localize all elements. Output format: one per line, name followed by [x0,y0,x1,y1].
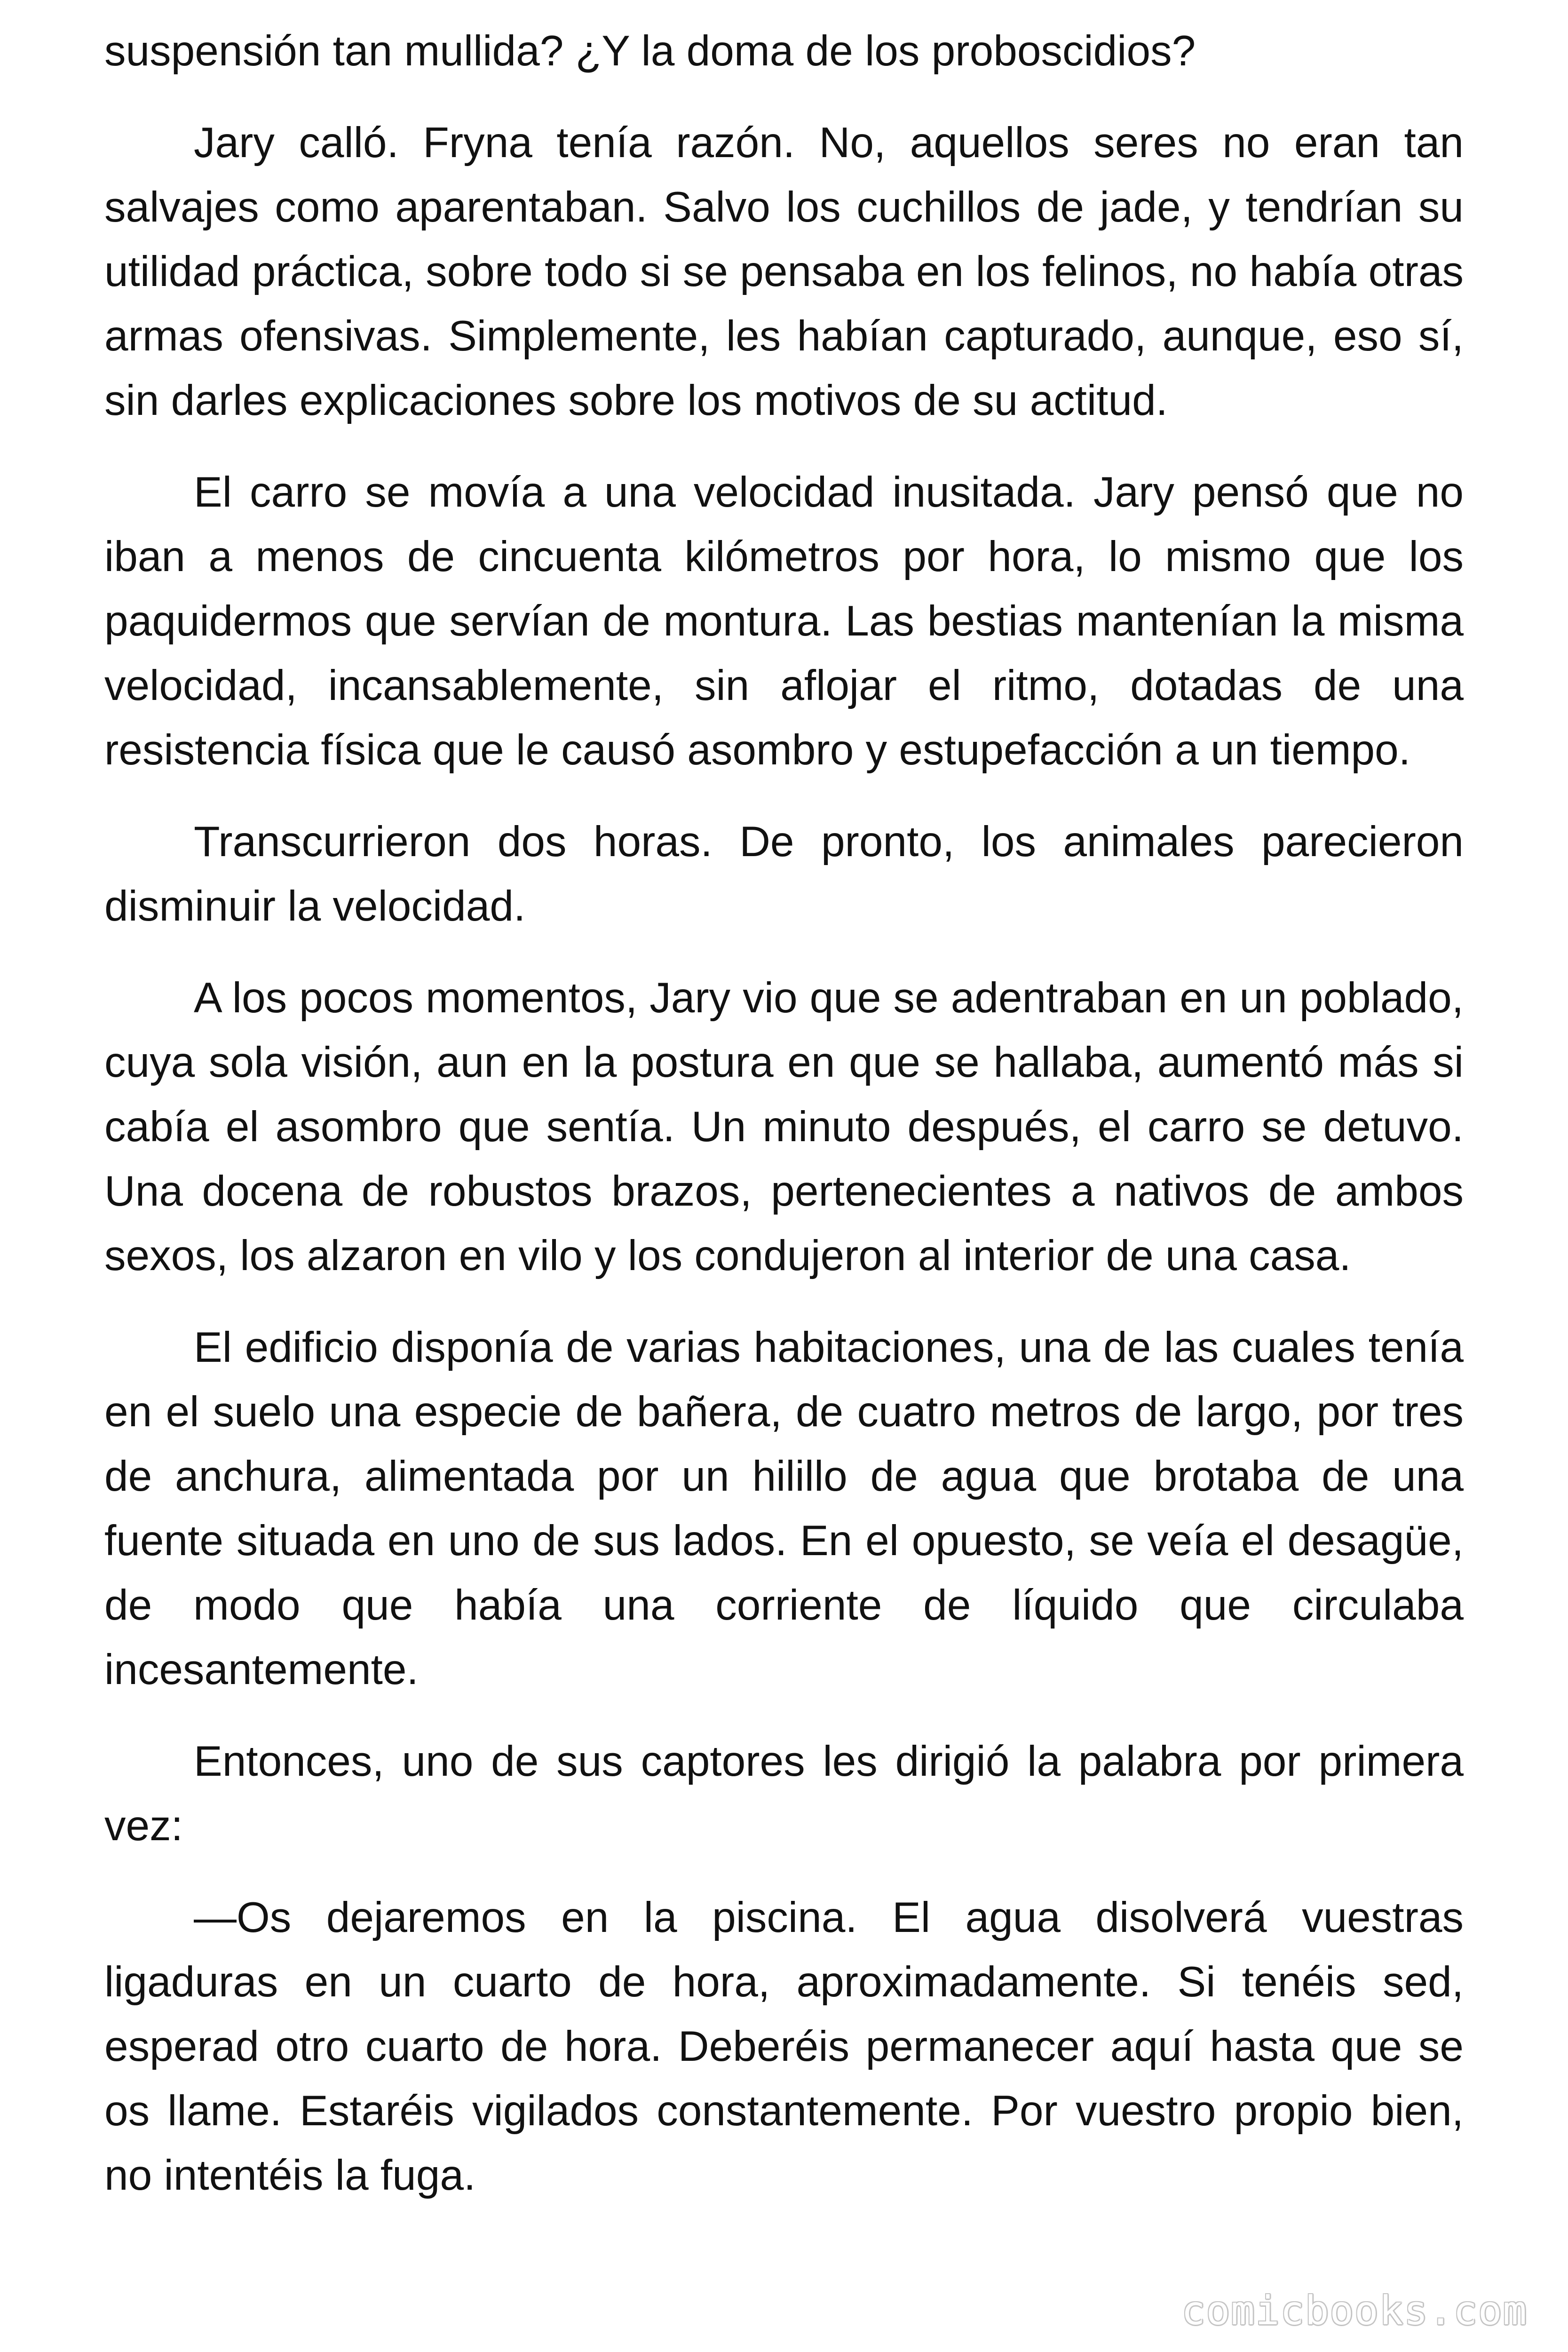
paragraph-dos-horas: Transcurrieron dos horas. De pronto, los animales parecieron disminuir la velocidad. [104,818,1464,930]
paragraph-edificio: El edificio disponía de varias habitaciones, una de las cuales tenía en el suelo una especie de bañera, de cuatro metros de largo, por tres de anchura, alimentada por un hilillo de agua que brotaba de una fuente situada en uno de sus lados. En el opuesto, se veía el desagüe, de modo que había una corriente de líquido que circulaba incesantemente. [104,1324,1464,1693]
watermark: comicbooks.com [1181,2288,1528,2334]
paragraph-poblado: A los pocos momentos, Jary vio que se adentraban en un poblado, cuya sola visión, aun en la postura en que se hallaba, aumentó más si cabía el asombro que sentía. Un minuto después, el carro se detuvo. Una docena de robustos brazos, pertenecientes a nativos de ambos sexos, los alzaron en vilo y los condujeron al interior de una casa. [104,974,1464,1279]
paragraph-continuation: suspensión tan mullida? ¿Y la doma de los proboscidios? [104,27,1196,75]
book-page [104,19,1464,2235]
paragraph-captores: Entonces, uno de sus captores les dirigió la palabra por primera vez: [104,1738,1464,1850]
paragraph-carro-velocidad: El carro se movía a una velocidad inusitada. Jary pensó que no iban a menos de cincuenta kilómetros por hora, lo mismo que los paquidermos que servían de montura. Las bestias mantenían la misma velocidad, incansablemente, sin aflojar el ritmo, dotadas de una resistencia física que le causó asombro y estupefacción a un tiempo. [104,469,1464,774]
paragraph-jary-callo: Jary calló. Fryna tenía razón. No, aquellos seres no eran tan salvajes como aparentaban. Salvo los cuchillos de jade, y tendrían su utilidad práctica, sobre todo si se pensaba en los felinos, no había otras armas ofensivas. Simplemente, les habían capturado, aunque, eso sí, sin darles explicaciones sobre los motivos de su actitud. [104,119,1464,424]
paragraph-dialogo-piscina: —Os dejaremos en la piscina. El agua disolverá vuestras ligaduras en un cuarto de hora, aproximadamente. Si tenéis sed, esperad otro cuarto de hora. Deberéis permanecer aquí hasta que se os llame. Estaréis vigilados constantemente. Por vuestro propio bien, no intentéis la fuga. [104,1894,1464,2199]
